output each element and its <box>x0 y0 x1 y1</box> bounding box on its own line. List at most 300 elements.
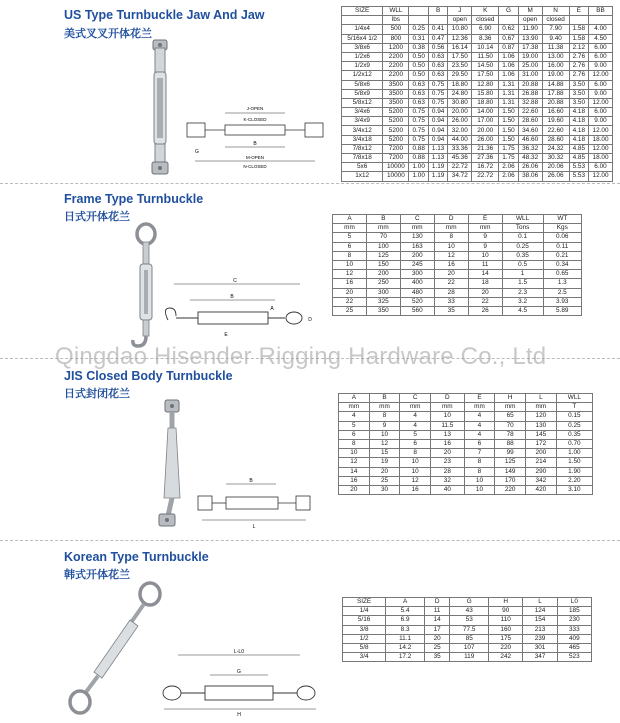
jis-header-cell: mm <box>400 403 431 412</box>
jis-type-spec-table <box>338 393 593 495</box>
jis-table-cell: 130 <box>526 421 557 430</box>
frame-table-cell: 0.25 <box>502 242 543 251</box>
frame-a-label: A <box>270 306 274 312</box>
us-table-cell: 0.50 <box>409 71 428 80</box>
us-table-cell: 1.31 <box>499 80 518 89</box>
us-table-cell: 3500 <box>383 89 409 98</box>
us-header-row <box>342 7 613 16</box>
us-m-open-label: M-OPEN <box>246 155 264 160</box>
jis-header-row <box>339 403 593 412</box>
us-table-cell: 2200 <box>383 71 409 80</box>
jis-table-cell: 25 <box>369 476 400 485</box>
us-table-cell: 3/4x9 <box>342 117 383 126</box>
us-table-cell: 27.36 <box>472 154 499 163</box>
us-table-cell: 22.72 <box>472 172 499 181</box>
frame-table-cell: 200 <box>366 270 400 279</box>
korean-table-cell: 107 <box>450 643 489 652</box>
korean-table-cell: 239 <box>523 634 557 643</box>
frame-table-cell: 8 <box>333 251 367 260</box>
korean-table-cell: 90 <box>489 607 523 616</box>
frame-b-label: B <box>230 294 234 300</box>
us-table-cell: 3/4x6 <box>342 108 383 117</box>
frame-type-title: Frame Type Turnbuckle <box>64 192 204 206</box>
us-table-cell: 26.00 <box>472 135 499 144</box>
jis-header-cell: mm <box>339 403 370 412</box>
frame-table-cell: 1 <box>502 270 543 279</box>
korean-table-cell: 465 <box>557 643 591 652</box>
frame-header-row <box>333 215 582 224</box>
frame-table-cell: 0.06 <box>543 233 581 242</box>
jis-table-cell: 1.90 <box>556 467 592 476</box>
us-header-cell <box>342 16 383 25</box>
frame-table-cell: 5 <box>333 233 367 242</box>
us-table-cell: 22.60 <box>518 108 542 117</box>
frame-table-cell: 14 <box>468 270 502 279</box>
us-table-cell: 3/4x18 <box>342 135 383 144</box>
us-header-cell: open <box>518 16 542 25</box>
frame-header-cell: A <box>333 215 367 224</box>
korean-g-label: G <box>237 669 241 675</box>
us-table-row <box>342 108 613 117</box>
jis-table-cell: 28 <box>431 467 465 476</box>
us-table-cell: 24.32 <box>542 144 569 153</box>
jis-turnbuckle-dimension-drawing <box>196 478 316 530</box>
frame-table-cell: 0.35 <box>502 251 543 260</box>
us-table-cell: 1.19 <box>428 172 447 181</box>
us-table-cell: 11.50 <box>472 52 499 61</box>
jis-table-cell: 10 <box>464 485 495 494</box>
frame-table-row <box>333 251 582 260</box>
us-table-cell: 17.38 <box>518 43 542 52</box>
jis-table-cell: 23 <box>431 458 465 467</box>
us-table-cell: 34.60 <box>518 126 542 135</box>
us-table-cell: 7200 <box>383 154 409 163</box>
us-table-row <box>342 126 613 135</box>
korean-table-cell: 17.2 <box>386 653 425 662</box>
us-table-cell: 6.00 <box>589 163 613 172</box>
frame-table-cell: 16 <box>434 260 468 269</box>
us-header-cell: N <box>542 7 569 16</box>
jis-table-cell: 40 <box>431 485 465 494</box>
jis-table-cell: 13 <box>431 430 465 439</box>
us-table-cell: 26.06 <box>518 163 542 172</box>
us-table-row <box>342 135 613 144</box>
frame-table-cell: 2.5 <box>543 288 581 297</box>
us-turnbuckle-vertical-drawing <box>140 38 180 178</box>
us-table-cell: 21.36 <box>472 144 499 153</box>
us-table-cell: 1.31 <box>499 89 518 98</box>
frame-table-cell: 1.5 <box>502 279 543 288</box>
korean-table-cell: 119 <box>450 653 489 662</box>
us-table-cell: 32.88 <box>518 98 542 107</box>
korean-table-cell: 35 <box>424 653 449 662</box>
frame-table-cell: 9 <box>468 242 502 251</box>
jis-header-cell: H <box>495 394 526 403</box>
frame-table-cell: 18 <box>468 279 502 288</box>
jis-table-cell: 12 <box>400 476 431 485</box>
us-table-cell: 9.00 <box>589 62 613 71</box>
us-table-cell: 48.32 <box>518 154 542 163</box>
jis-table-cell: 4 <box>339 412 370 421</box>
jis-table-cell: 16 <box>339 476 370 485</box>
korean-l-l0-label: L-L0 <box>233 649 245 655</box>
us-table-cell: 5x6 <box>342 163 383 172</box>
frame-table-cell: 350 <box>366 306 400 315</box>
korean-header-cell: L <box>523 598 557 607</box>
jis-table-cell: 1.50 <box>556 458 592 467</box>
jis-header-cell: mm <box>526 403 557 412</box>
frame-table-cell: 8 <box>434 233 468 242</box>
us-table-cell: 5200 <box>383 108 409 117</box>
us-table-cell: 5/8x12 <box>342 98 383 107</box>
us-table-row <box>342 80 613 89</box>
frame-turnbuckle-dimension-drawing <box>160 278 325 348</box>
us-table-cell: 0.25 <box>409 25 428 34</box>
us-header-cell: open <box>448 16 472 25</box>
frame-table-cell: 125 <box>366 251 400 260</box>
us-table-cell: 26.06 <box>542 172 569 181</box>
jis-table-cell: 220 <box>495 485 526 494</box>
us-table-cell: 7.90 <box>542 25 569 34</box>
korean-table-row <box>343 653 592 662</box>
us-g-label: G <box>195 149 199 155</box>
frame-table-cell: 20 <box>333 288 367 297</box>
jis-table-cell: 6 <box>339 430 370 439</box>
frame-table-cell: 325 <box>366 297 400 306</box>
jis-table-cell: 15 <box>369 449 400 458</box>
us-table-row <box>342 89 613 98</box>
us-table-cell: 20.06 <box>542 163 569 172</box>
us-table-cell: 0.94 <box>428 108 447 117</box>
korean-header-cell: H <box>489 598 523 607</box>
korean-type-spec-body <box>343 598 592 662</box>
frame-table-cell: 10 <box>333 260 367 269</box>
frame-header-row <box>333 224 582 233</box>
us-table-cell: 6.00 <box>589 52 613 61</box>
us-table-cell: 4.50 <box>589 34 613 43</box>
us-table-cell: 4.18 <box>569 135 588 144</box>
jis-table-cell: 8 <box>464 467 495 476</box>
us-table-cell: 1.13 <box>428 154 447 163</box>
us-table-cell: 28.60 <box>518 117 542 126</box>
korean-type-spec-table <box>342 597 592 662</box>
frame-table-cell: 100 <box>366 242 400 251</box>
us-header-cell: BB <box>589 7 613 16</box>
jis-header-cell: mm <box>464 403 495 412</box>
frame-table-cell: 300 <box>366 288 400 297</box>
korean-header-cell: L0 <box>557 598 591 607</box>
frame-header-cell: Kgs <box>543 224 581 233</box>
frame-table-cell: 560 <box>400 306 434 315</box>
jis-table-cell: 170 <box>495 476 526 485</box>
jis-table-cell: 2.20 <box>556 476 592 485</box>
korean-table-cell: 185 <box>557 607 591 616</box>
jis-table-cell: 290 <box>526 467 557 476</box>
jis-table-cell: 4 <box>400 412 431 421</box>
frame-header-cell: WLL <box>502 215 543 224</box>
jis-table-cell: 342 <box>526 476 557 485</box>
us-header-cell: lbs <box>383 16 409 25</box>
us-table-cell: 20.00 <box>472 126 499 135</box>
jis-table-cell: 172 <box>526 439 557 448</box>
frame-table-cell: 2.3 <box>502 288 543 297</box>
frame-table-cell: 150 <box>366 260 400 269</box>
jis-table-row <box>339 439 593 448</box>
us-table-cell: 1/2x6 <box>342 52 383 61</box>
jis-table-cell: 6 <box>400 439 431 448</box>
frame-header-cell: B <box>366 215 400 224</box>
korean-type-subtitle: 韩式开体花兰 <box>64 568 130 581</box>
korean-table-cell: 17 <box>424 625 449 634</box>
us-table-cell: 0.94 <box>428 117 447 126</box>
korean-table-cell: 11.1 <box>386 634 425 643</box>
jis-table-cell: 7 <box>464 449 495 458</box>
frame-header-cell: C <box>400 215 434 224</box>
jis-table-row <box>339 458 593 467</box>
us-table-cell: 10000 <box>383 172 409 181</box>
us-table-cell: 0.94 <box>428 126 447 135</box>
jis-table-cell: 8 <box>464 458 495 467</box>
jis-header-cell: L <box>526 394 557 403</box>
frame-table-cell: 3.93 <box>543 297 581 306</box>
section-divider-1 <box>0 183 620 185</box>
us-table-row <box>342 163 613 172</box>
korean-table-cell: 333 <box>557 625 591 634</box>
frame-table-cell: 35 <box>434 306 468 315</box>
us-header-cell: K <box>472 7 499 16</box>
jis-table-cell: 20 <box>339 485 370 494</box>
korean-table-cell: 5/16 <box>343 616 386 625</box>
jis-table-cell: 10 <box>339 449 370 458</box>
us-table-cell: 5200 <box>383 135 409 144</box>
korean-table-cell: 154 <box>523 616 557 625</box>
us-table-cell: 12.80 <box>472 80 499 89</box>
us-table-cell: 5200 <box>383 117 409 126</box>
us-table-cell: 0.75 <box>428 98 447 107</box>
frame-type-spec-body <box>333 215 582 316</box>
jis-header-cell: mm <box>495 403 526 412</box>
frame-header-cell: D <box>434 215 468 224</box>
us-table-cell: 20.00 <box>448 108 472 117</box>
us-table-cell: 2200 <box>383 62 409 71</box>
frame-table-cell: 22 <box>468 297 502 306</box>
frame-table-cell: 520 <box>400 297 434 306</box>
us-table-cell: 16.14 <box>448 43 472 52</box>
us-table-cell: 3/8x6 <box>342 43 383 52</box>
us-table-cell: 23.50 <box>448 62 472 71</box>
us-table-row <box>342 117 613 126</box>
frame-table-row <box>333 297 582 306</box>
us-table-cell: 500 <box>383 25 409 34</box>
us-table-cell: 36.32 <box>518 144 542 153</box>
us-table-cell: 0.47 <box>428 34 447 43</box>
us-table-cell: 1x12 <box>342 172 383 181</box>
us-header-cell: closed <box>472 16 499 25</box>
frame-table-cell: 480 <box>400 288 434 297</box>
jis-header-cell: WLL <box>556 394 592 403</box>
korean-table-cell: 124 <box>523 607 557 616</box>
us-table-cell: 18.00 <box>589 135 613 144</box>
jis-table-row <box>339 485 593 494</box>
us-table-row <box>342 154 613 163</box>
us-table-cell: 2.06 <box>499 172 518 181</box>
us-table-cell: 44.00 <box>448 135 472 144</box>
us-table-cell: 12.00 <box>589 144 613 153</box>
us-header-cell: M <box>518 7 542 16</box>
us-table-cell: 1/2x9 <box>342 62 383 71</box>
frame-table-cell: 300 <box>400 270 434 279</box>
us-header-cell: J <box>448 7 472 16</box>
us-table-cell: 7/8x18 <box>342 154 383 163</box>
frame-table-cell: 0.5 <box>502 260 543 269</box>
us-table-cell: 0.63 <box>428 62 447 71</box>
korean-table-cell: 53 <box>450 616 489 625</box>
jis-table-cell: 149 <box>495 467 526 476</box>
jis-table-cell: 32 <box>431 476 465 485</box>
us-table-cell: 15.80 <box>472 89 499 98</box>
frame-table-cell: 245 <box>400 260 434 269</box>
us-k-closed-label: K-CLOSED <box>243 117 267 122</box>
jis-table-cell: 4 <box>464 412 495 421</box>
jis-table-cell: 10 <box>400 467 431 476</box>
jis-header-cell: mm <box>431 403 465 412</box>
us-table-cell: 8.36 <box>472 34 499 43</box>
frame-table-cell: 12 <box>434 251 468 260</box>
korean-table-cell: 242 <box>489 653 523 662</box>
us-table-cell: 3.50 <box>569 98 588 107</box>
korean-table-cell: 220 <box>489 643 523 652</box>
us-header-cell <box>428 16 447 25</box>
us-table-cell: 0.94 <box>428 135 447 144</box>
us-table-cell: 5/8x6 <box>342 80 383 89</box>
company-watermark: Qingdao Hisender Rigging Hardware Co., Ltd <box>55 343 547 370</box>
korean-table-cell: 3/8 <box>343 625 386 634</box>
us-j-open-label: J-OPEN <box>246 106 264 111</box>
us-table-cell: 46.60 <box>518 135 542 144</box>
frame-header-cell: mm <box>400 224 434 233</box>
us-table-row <box>342 43 613 52</box>
jis-table-cell: 99 <box>495 449 526 458</box>
us-type-spec-body <box>342 7 613 182</box>
us-table-cell: 1.19 <box>428 163 447 172</box>
us-table-cell: 5/16x4 1/2 <box>342 34 383 43</box>
us-table-cell: 5/8x9 <box>342 89 383 98</box>
us-b-label: B <box>253 141 257 147</box>
frame-table-cell: 3.2 <box>502 297 543 306</box>
us-table-cell: 7200 <box>383 144 409 153</box>
us-table-cell: 2.76 <box>569 71 588 80</box>
korean-table-cell: 230 <box>557 616 591 625</box>
jis-table-cell: 4 <box>464 421 495 430</box>
jis-table-cell: 5 <box>339 421 370 430</box>
jis-table-cell: 11.5 <box>431 421 465 430</box>
us-table-cell: 2.76 <box>569 62 588 71</box>
frame-table-cell: 9 <box>468 233 502 242</box>
korean-table-cell: 20 <box>424 634 449 643</box>
korean-h-label: H <box>237 712 241 717</box>
jis-table-row <box>339 421 593 430</box>
us-header-cell: SIZE <box>342 7 383 16</box>
us-table-cell: 6.00 <box>589 108 613 117</box>
frame-c-label: C <box>233 278 237 284</box>
jis-header-row <box>339 394 593 403</box>
us-table-cell: 13.90 <box>518 34 542 43</box>
frame-table-cell: 25 <box>333 306 367 315</box>
us-table-cell: 2200 <box>383 52 409 61</box>
us-table-cell: 4.85 <box>569 154 588 163</box>
us-table-cell: 17.88 <box>542 89 569 98</box>
us-header-cell <box>589 16 613 25</box>
us-table-row <box>342 25 613 34</box>
us-table-cell: 26.88 <box>518 89 542 98</box>
jis-table-cell: 6 <box>464 439 495 448</box>
us-table-cell: 24.80 <box>448 89 472 98</box>
us-table-cell: 20.88 <box>518 80 542 89</box>
korean-type-title: Korean Type Turnbuckle <box>64 550 209 564</box>
korean-table-cell: 5/8 <box>343 643 386 652</box>
frame-table-cell: 20 <box>434 270 468 279</box>
jis-b-label: B <box>249 478 253 484</box>
us-table-cell: 16.60 <box>542 108 569 117</box>
frame-table-cell: 0.65 <box>543 270 581 279</box>
jis-table-cell: 10 <box>400 458 431 467</box>
us-table-cell: 19.60 <box>542 117 569 126</box>
jis-header-cell: C <box>400 394 431 403</box>
us-table-cell: 0.87 <box>499 43 518 52</box>
us-table-cell: 0.63 <box>428 52 447 61</box>
us-table-cell: 2.12 <box>569 43 588 52</box>
us-table-cell: 0.63 <box>409 98 428 107</box>
us-table-cell: 5.53 <box>569 172 588 181</box>
korean-turnbuckle-dimension-drawing <box>160 645 320 717</box>
jis-table-cell: 200 <box>526 449 557 458</box>
jis-table-cell: 125 <box>495 458 526 467</box>
frame-table-cell: 0.21 <box>543 251 581 260</box>
jis-table-cell: 214 <box>526 458 557 467</box>
us-table-cell: 38.06 <box>518 172 542 181</box>
jis-table-cell: 0.70 <box>556 439 592 448</box>
us-table-cell: 20.88 <box>542 98 569 107</box>
us-header-cell <box>569 16 588 25</box>
us-table-cell: 3/4x12 <box>342 126 383 135</box>
us-header-cell: WLL <box>383 7 409 16</box>
frame-header-cell: mm <box>366 224 400 233</box>
us-table-cell: 14.00 <box>472 108 499 117</box>
us-table-cell: 9.00 <box>589 89 613 98</box>
us-table-cell: 1200 <box>383 43 409 52</box>
us-table-row <box>342 144 613 153</box>
jis-table-cell: 9 <box>369 421 400 430</box>
korean-table-cell: 160 <box>489 625 523 634</box>
us-table-cell: 10.14 <box>472 43 499 52</box>
us-header-cell <box>409 7 428 16</box>
jis-table-cell: 10 <box>431 412 465 421</box>
us-table-row <box>342 98 613 107</box>
us-table-cell: 1.75 <box>499 154 518 163</box>
us-table-cell: 5.53 <box>569 163 588 172</box>
jis-turnbuckle-vertical-drawing <box>148 398 194 530</box>
us-table-cell: 2.06 <box>499 163 518 172</box>
us-table-cell: 1.31 <box>499 98 518 107</box>
jis-table-cell: 0.35 <box>556 430 592 439</box>
us-table-cell: 0.56 <box>428 43 447 52</box>
us-table-cell: 4.18 <box>569 126 588 135</box>
frame-table-cell: 22 <box>333 297 367 306</box>
us-table-cell: 16.00 <box>542 62 569 71</box>
korean-table-cell: 85 <box>450 634 489 643</box>
us-header-cell: E <box>569 7 588 16</box>
us-header-cell: G <box>499 7 518 16</box>
